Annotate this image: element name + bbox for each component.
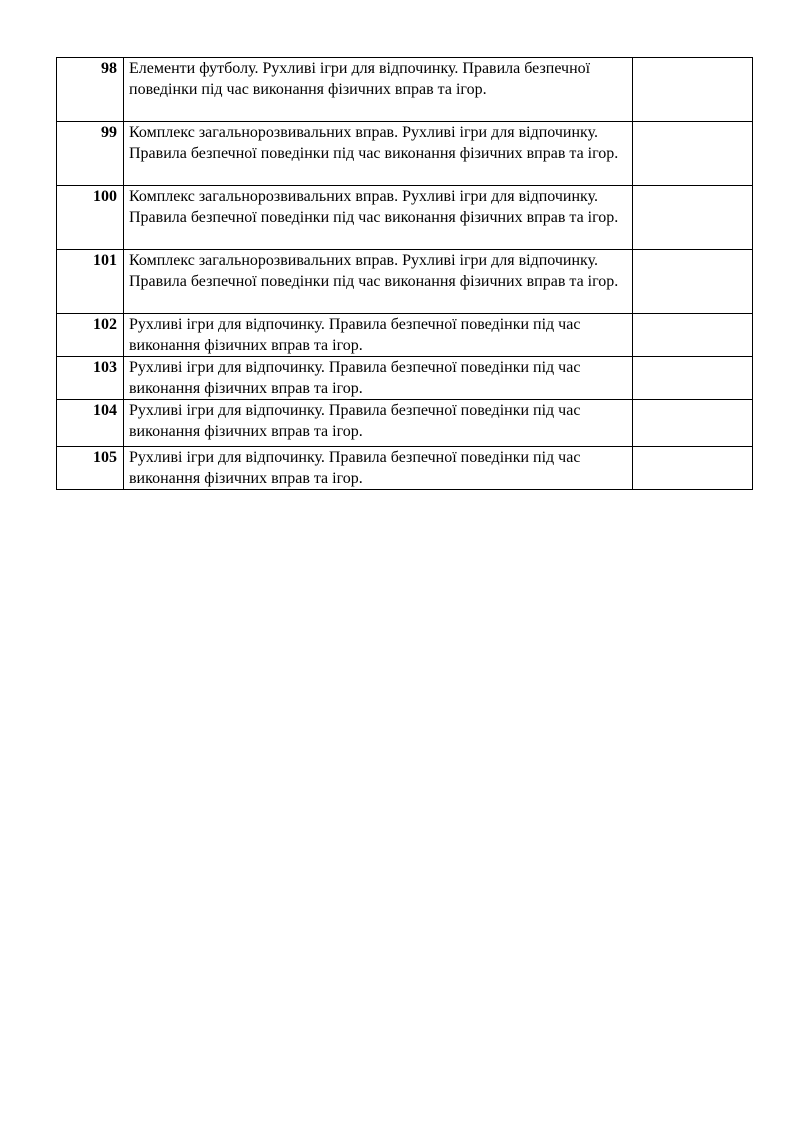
lesson-number: 98 <box>57 58 124 122</box>
lesson-note <box>633 250 753 314</box>
lesson-topic: Комплекс загальнорозвивальних вправ. Рухливі ігри для відпочинку. Правила безпечної поведінки під час виконання фізичних вправ та ігор. <box>124 186 633 250</box>
lesson-topic: Рухливі ігри для відпочинку. Правила безпечної поведінки під час виконання фізичних вправ та ігор. <box>124 447 633 490</box>
table-row <box>57 58 753 122</box>
table-row <box>57 400 753 447</box>
lesson-note <box>633 357 753 400</box>
lesson-topic: Комплекс загальнорозвивальних вправ. Рухливі ігри для відпочинку. Правила безпечної поведінки під час виконання фізичних вправ та ігор. <box>124 122 633 186</box>
lesson-number: 99 <box>57 122 124 186</box>
lesson-topic: Рухливі ігри для відпочинку. Правила безпечної поведінки під час виконання фізичних вправ та ігор. <box>124 314 633 357</box>
lesson-topic: Рухливі ігри для відпочинку. Правила безпечної поведінки під час виконання фізичних вправ та ігор. <box>124 400 633 447</box>
lesson-note <box>633 447 753 490</box>
lesson-plan-table <box>56 57 753 490</box>
lesson-note <box>633 400 753 447</box>
lesson-topic: Рухливі ігри для відпочинку. Правила безпечної поведінки під час виконання фізичних вправ та ігор. <box>124 357 633 400</box>
lesson-number: 102 <box>57 314 124 357</box>
lesson-number: 100 <box>57 186 124 250</box>
table-row <box>57 122 753 186</box>
table-row <box>57 357 753 400</box>
table-row <box>57 186 753 250</box>
lesson-note <box>633 186 753 250</box>
lesson-number: 101 <box>57 250 124 314</box>
table-row <box>57 250 753 314</box>
lesson-topic: Комплекс загальнорозвивальних вправ. Рухливі ігри для відпочинку. Правила безпечної поведінки під час виконання фізичних вправ та ігор. <box>124 250 633 314</box>
lesson-number: 105 <box>57 447 124 490</box>
lesson-number: 104 <box>57 400 124 447</box>
lesson-note <box>633 314 753 357</box>
lesson-note <box>633 58 753 122</box>
lesson-note <box>633 122 753 186</box>
lesson-number: 103 <box>57 357 124 400</box>
table-row <box>57 447 753 490</box>
table-row <box>57 314 753 357</box>
lesson-topic: Елементи футболу. Рухливі ігри для відпочинку. Правила безпечної поведінки під час виконання фізичних вправ та ігор. <box>124 58 633 122</box>
